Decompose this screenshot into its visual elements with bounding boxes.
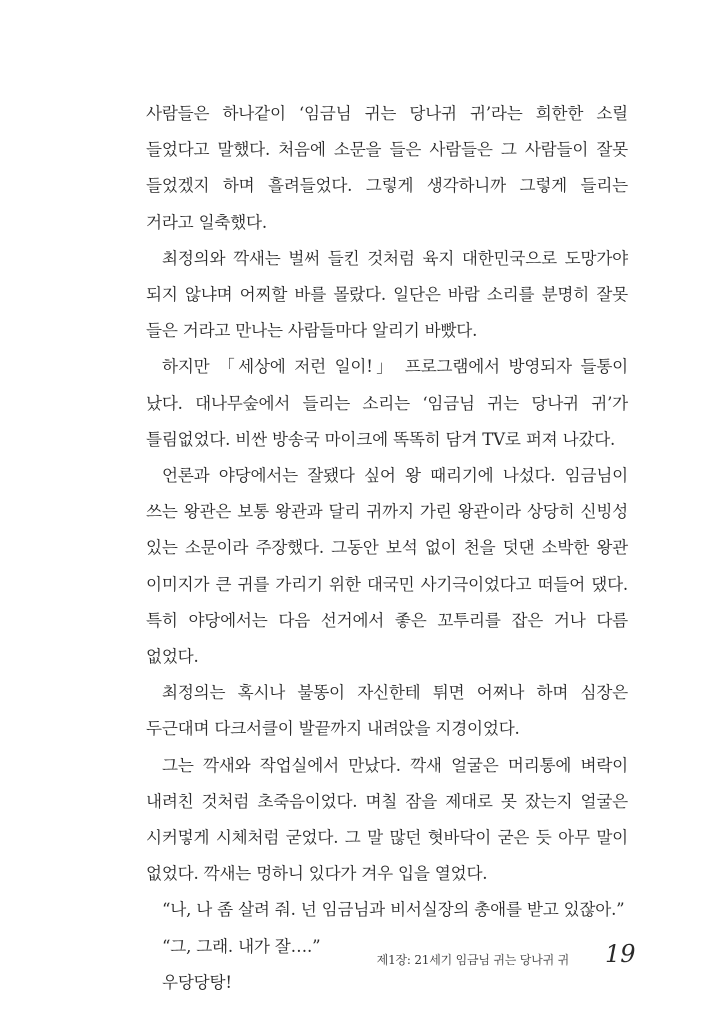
running-title: 제1장: 21세기 임금님 귀는 당나귀 귀 [376,953,569,967]
paragraph-6: 그는 깍새와 작업실에서 만났다. 깍새 얼굴은 머리통에 벼락이 내려친 것처럼 초죽음이었다. 며칠 잠을 제대로 못 잤는지 얼굴은 시커멓게 시체처럼 굳었다. 그 말 많던 혓바닥이 굳은 듯 아무 말이 없었다. 깍새는 멍하니 있다가 겨우 입을 열었다. [146,755,628,884]
page-number: 19 [605,940,636,968]
paragraph-8: “그, 그래. 내가 잘….” [162,936,321,956]
paragraph-1: 사람들은 하나같이 ‘임금님 귀는 당나귀 귀’라는 희한한 소릴 들었다고 말했다. 처음에 소문을 들은 사람들은 그 사람들이 잘못 들었겠지 하며 흘려들었다. 그렇게 생각하니까 그렇게 들리는 거라고 일축했다. [146,104,628,232]
body-text [146,96,628,1001]
paragraph-4: 언론과 야당에서는 잘됐다 싶어 왕 때리기에 나섰다. 임금님이 쓰는 왕관은 보통 왕관과 달리 귀까지 가린 왕관이라 상당히 신빙성 있는 소문이라 주장했다. 그동안 보석 없이 천을 덧댄 소박한 왕관 이미지가 큰 귀를 가리기 위한 대국민 사기극이었다고 떠들어 댔다. 특히 야당에서는 다음 선거에서 좋은 꼬투리를 잡은 거나 다름 없었다. [146,466,628,667]
paragraph-3: 하지만 「세상에 저런 일이!」 프로그램에서 방영되자 들통이 났다. 대나무숲에서 들리는 소리는 ‘임금님 귀는 당나귀 귀’가 틀림없었다. 비싼 방송국 마이크에 똑똑히 담겨 TV로 퍼져 나갔다. [146,357,628,449]
paragraph-5: 최정의는 혹시나 불똥이 자신한테 튀면 어쩌나 하며 심장은 두근대며 다크서클이 발끝까지 내려앉을 지경이었다. [146,683,628,739]
paragraph-7: “나, 나 좀 살려 줘. 넌 임금님과 비서실장의 총애를 받고 있잖아.” [162,900,625,920]
paragraph-2: 최정의와 깍새는 벌써 들킨 것처럼 육지 대한민국으로 도망가야 되지 않냐며 어찌할 바를 몰랐다. 일단은 바람 소리를 분명히 잘못 들은 거라고 만나는 사람들마다 알리기 바빴다. [146,248,628,341]
page-footer [0,938,721,978]
paragraph-9: 우당당탕! [162,972,232,992]
